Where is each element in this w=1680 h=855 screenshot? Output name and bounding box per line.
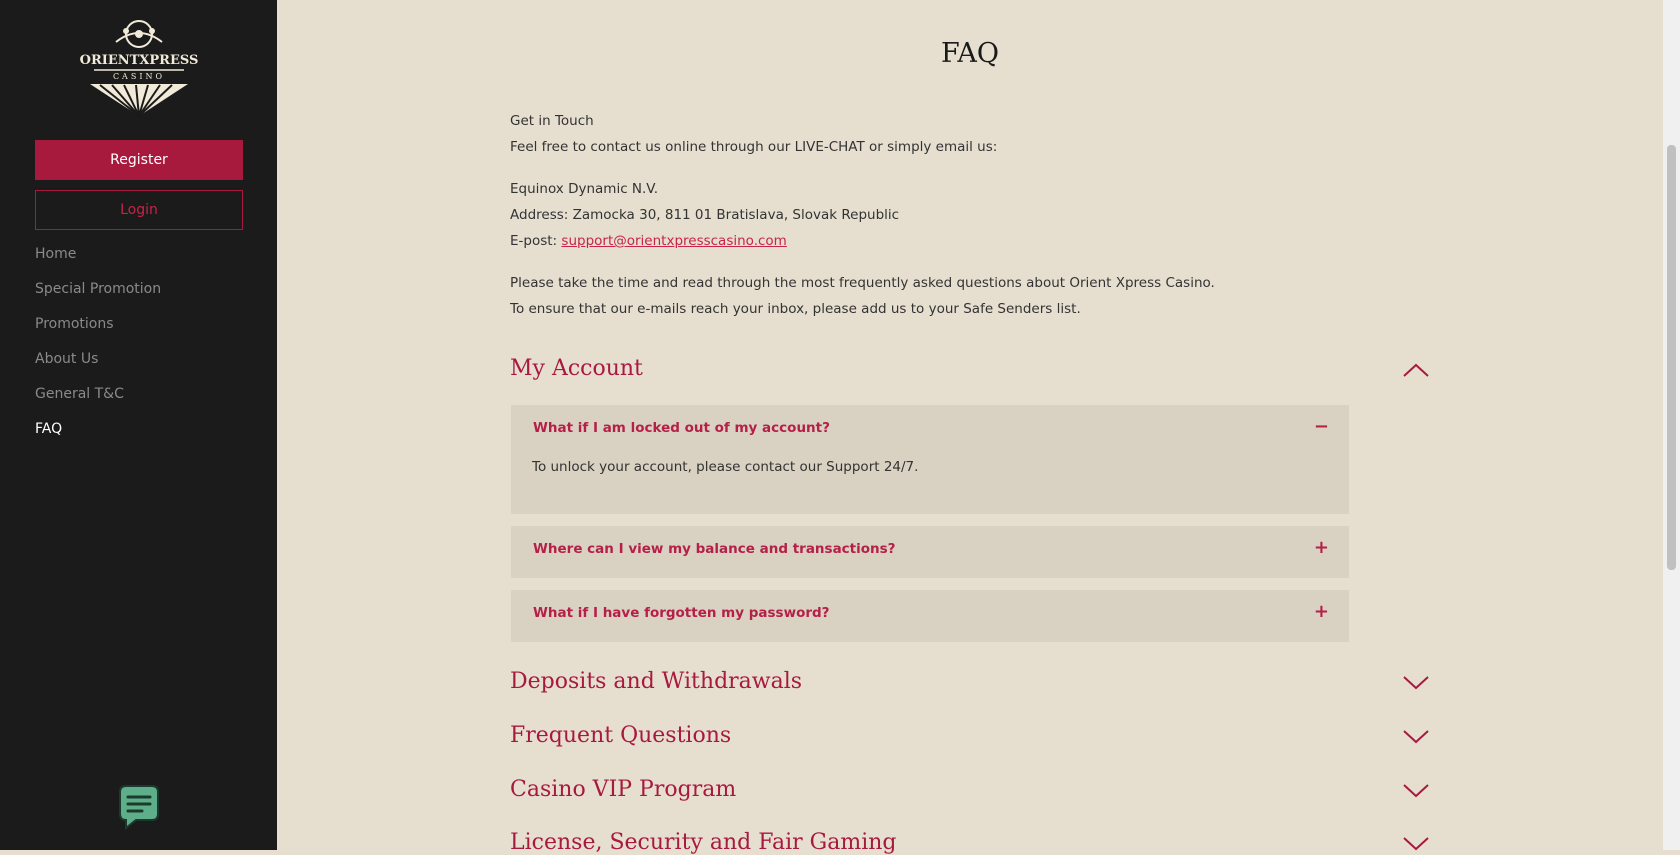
section-title: Frequent Questions (510, 723, 732, 748)
casino-logo[interactable] (79, 18, 199, 118)
sidebar (0, 0, 277, 850)
nav-item-special-promotion[interactable]: Special Promotion (35, 281, 162, 297)
section-title: Deposits and Withdrawals (510, 669, 803, 694)
intro-contact-text: Feel free to contact us online through our LIVE-CHAT or simply email us: (510, 139, 998, 155)
register-button[interactable]: Register (35, 140, 243, 180)
nav-item-home[interactable]: Home (35, 246, 77, 262)
faq-item-forgotten-password[interactable] (511, 590, 1349, 642)
support-email-link[interactable]: support@orientxpresscasino.com (561, 233, 787, 249)
section-deposits-withdrawals[interactable] (510, 665, 1430, 705)
nav-item-promotions[interactable]: Promotions (35, 316, 114, 332)
chat-icon[interactable] (118, 784, 160, 830)
company-name: Equinox Dynamic N.V. (510, 181, 659, 197)
faq-answer: To unlock your account, please contact our Support 24/7. (532, 459, 919, 475)
page-title: FAQ (940, 38, 1000, 69)
epost-line (510, 228, 1440, 254)
login-button[interactable]: Login (35, 190, 243, 230)
nav-item-about-us[interactable]: About Us (35, 351, 99, 367)
section-my-account[interactable] (510, 352, 1430, 392)
section-license-security[interactable] (510, 826, 1430, 855)
svg-text:CASINO: CASINO (112, 72, 166, 81)
faq-question: What if I am locked out of my account? (533, 420, 830, 436)
sidebar-nav (35, 244, 161, 454)
faq-question: Where can I view my balance and transactions? (533, 541, 896, 557)
chevron-down-icon (1402, 729, 1430, 745)
section-casino-vip-program[interactable] (510, 773, 1430, 813)
plus-icon[interactable]: + (1313, 537, 1329, 558)
intro-heading: Get in Touch (510, 113, 594, 129)
main-content (277, 0, 1663, 855)
section-title: My Account (510, 356, 643, 381)
chevron-up-icon (1402, 362, 1430, 378)
page-scrollbar[interactable] (1663, 0, 1680, 850)
minus-icon[interactable]: − (1313, 416, 1329, 437)
faq-intro-text: Please take the time and read through the most frequently asked questions about Orient Xpress Casino. (510, 275, 1215, 291)
section-title: Casino VIP Program (510, 777, 737, 802)
company-address: Address: Zamocka 30, 811 01 Bratislava, Slovak Republic (510, 207, 900, 223)
nav-item-faq[interactable]: FAQ (35, 421, 63, 437)
scrollbar-thumb[interactable] (1667, 145, 1676, 570)
faq-item-locked-out[interactable] (511, 405, 1349, 514)
svg-text:ORIENTXPRESS: ORIENTXPRESS (79, 53, 199, 68)
nav-item-general-tc[interactable]: General T&C (35, 386, 124, 402)
section-frequent-questions[interactable] (510, 719, 1430, 759)
chevron-down-icon (1402, 783, 1430, 799)
safe-senders-text: To ensure that our e-mails reach your inbox, please add us to your Safe Senders list. (510, 301, 1081, 317)
epost-label: E-post: (510, 233, 562, 249)
logo-emblem-icon (79, 18, 199, 118)
faq-question: What if I have forgotten my password? (533, 605, 830, 621)
section-title: License, Security and Fair Gaming (510, 830, 897, 855)
plus-icon[interactable]: + (1313, 601, 1329, 622)
faq-item-balance[interactable] (511, 526, 1349, 578)
intro-text (510, 108, 1440, 322)
chevron-down-icon (1402, 836, 1430, 852)
chevron-down-icon (1402, 675, 1430, 691)
